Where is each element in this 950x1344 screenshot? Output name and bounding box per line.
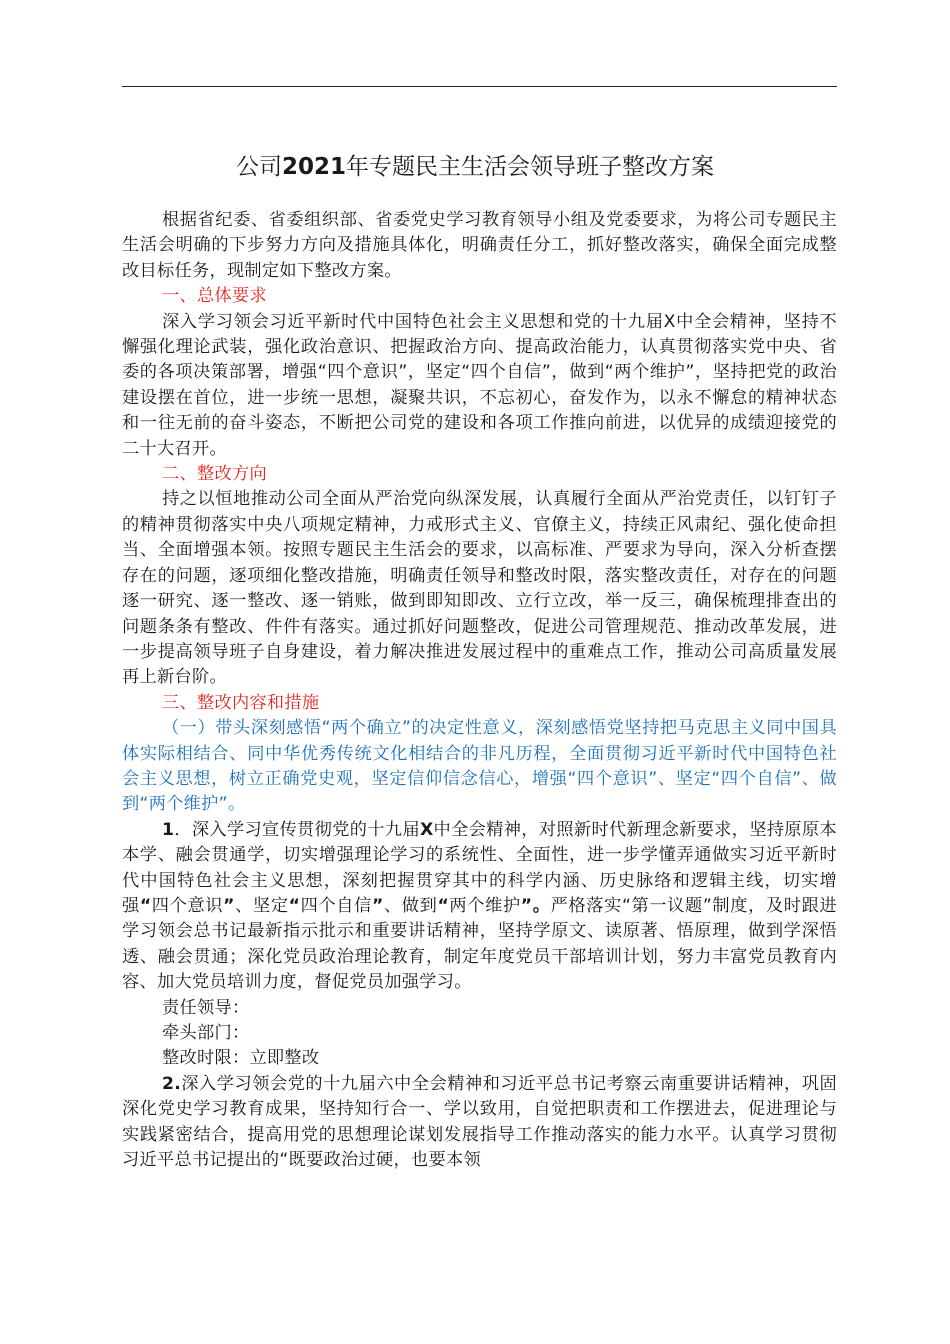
responsible-leader-line: 责任领导：	[162, 997, 250, 1018]
document-body	[122, 208, 837, 1173]
subsection-heading-1: （一）带头深刻感悟“两个确立”的决定性意义，深刻感悟党坚持把马克思主义同中国具体实际相结合、同中华优秀传统文化相结合的非凡历程，全面贯彻习近平新时代中国特色社会主义思想，树立正确党史观，坚定信仰信念信心，增强“四个意识”、坚定“四个自信”、做到“两个维护”。	[122, 718, 837, 815]
intro-paragraph: 根据省纪委、省委组织部、省委党史学习教育领导小组及党委要求，为将公司专题民主生活会明确的下步努力方向及措施具体化，明确责任分工，抓好整改落实，确保全面完成整改目标任务，现制定如下整改方案。	[122, 210, 837, 281]
title-suffix: 年专题民主生活会领导班子整改方案	[346, 154, 714, 180]
title-prefix: 公司	[235, 154, 282, 180]
section-heading-overall: 一、总体要求	[162, 286, 267, 307]
item-1-paragraph: 1．深入学习宣传贯彻党的十九届Ⅹ中全会精神，对照新时代新理念新要求，坚持原原本本学、融会贯通学，切实增强理论学习的系统性、全面性，进一步学懂弄通做实习近平新时代中国特色社会主义思想，深刻把握贯穿其中的科学内涵、历史脉络和逻辑主线，切实增强“四个意识”、坚定“四个自信”、做到“两个维护”。严格落实“第一议题”制度，及时跟进学习领会总书记最新指示批示和重要讲话精神，坚持学原文、读原著、悟原理，做到学深悟透、融会贯通；深化党员政治理论教育，制定年度党员干部培训计划，努力丰富党员教育内容、加大党员培训力度，督促党员加强学习。	[122, 819, 837, 993]
title-year: 2021	[281, 154, 346, 180]
header-rule	[122, 86, 837, 87]
item-2-paragraph: 2.深入学习领会党的十九届六中全会精神和习近平总书记考察云南重要讲话精神，巩固深化党史学习教育成果，坚持知行合一、学以致用，自觉把职责和工作摆进去，促进理论与实践紧密结合，提高用党的思想理论谋划发展指导工作推动落实的能力水平。认真学习贯彻习近平总书记提出的“既要政治过硬，也要本领	[122, 1073, 837, 1171]
lead-department-line: 牵头部门：	[162, 1023, 250, 1043]
item-2-number: 2.	[162, 1073, 182, 1094]
deadline-line: 整改时限：立即整改	[162, 1048, 320, 1069]
section-overall-text: 深入学习领会习近平新时代中国特色社会主义思想和党的十九届Ⅹ中全会精神，坚持不懈强化理论武装，强化政治意识、把握政治方向、提高政治能力，认真贯彻落实党中央、省委的各项决策部署，增强“四个意识”，坚定“四个自信”，做到“两个维护”，坚持把党的政治建设摆在首位，进一步统一思想，凝聚共识，不忘初心，奋发作为，以永不懈怠的精神状态和一往无前的奋斗姿态，不断把公司党的建设和各项工作推向前进，以优异的成绩迎接党的二十大召开。	[122, 311, 837, 459]
item-1-number: 1	[162, 819, 175, 840]
document-title	[0, 150, 950, 184]
section-direction-text: 持之以恒地推动公司全面从严治党向纵深发展，认真履行全面从严治党责任，以钉钉子的精神贯彻落实中央八项规定精神，力戒形式主义、官僚主义，持续正风肃纪、强化使命担当、全面增强本领。按照专题民主生活会的要求，以高标准、严要求为导向，深入分析查摆存在的问题，逐项细化整改措施，明确责任领导和整改时限，落实整改责任，对存在的问题逐一研究、逐一整改、逐一销账，做到即知即改、立行立改，举一反三，确保梳理排查出的问题条条有整改、件件有落实。通过抓好问题整改，促进公司管理规范、推动改革发展，进一步提高领导班子自身建设，着力解决推进发展过程中的重难点工作，推动公司高质量发展再上新台阶。	[122, 489, 837, 688]
section-heading-measures: 三、整改内容和措施	[162, 692, 320, 713]
section-heading-direction: 二、整改方向	[162, 464, 267, 485]
